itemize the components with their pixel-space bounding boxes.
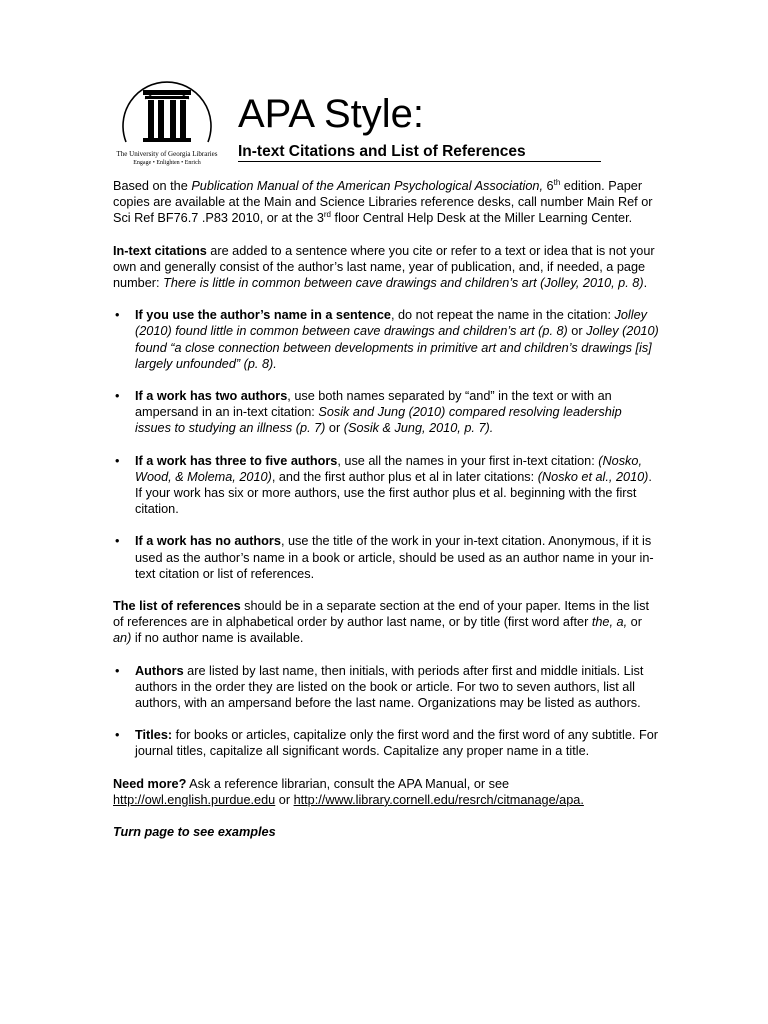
page-subtitle: In-text Citations and List of References [238, 143, 601, 162]
intext-text: . [643, 276, 648, 291]
bullet-icon: • [115, 534, 120, 549]
intro-paragraph [113, 178, 661, 227]
bullet-icon: • [115, 453, 120, 468]
rule-text: or [325, 421, 344, 436]
references-text: or [627, 615, 642, 630]
references-heading: The list of references [113, 599, 241, 614]
title-text: APA Style [238, 92, 413, 136]
title-colon: : [412, 92, 425, 136]
intro-text: edition. Paper copies are available at the Main and Science Libraries reference desks, call number Main Ref or Sci Ref BF76.7 .P83 2010, or at the 3 [113, 179, 653, 226]
rule-example: Sosik and Jung (2010) compared resolving leadership issues to studying an illness (p. 7) [135, 405, 622, 436]
references-italic: an) [113, 631, 132, 646]
references-paragraph [113, 598, 661, 647]
intext-paragraph [113, 243, 661, 292]
need-more-heading: Need more? [113, 776, 187, 791]
cornell-apa-link[interactable]: http://www.library.cornell.edu/resrch/citmanage/apa. [293, 792, 584, 807]
rule-text: for books or articles, capitalize only the first word and the first word of any subtitle. For journal titles, capitalize all significant words. Capitalize any proper name in a title. [135, 728, 659, 759]
footer-note [113, 824, 661, 840]
logo-caption: The University of Georgia Libraries [116, 150, 218, 158]
rule-text: . If your work has six or more authors, use the first author plus et al. beginning with the first citation. [135, 469, 652, 517]
intext-example: There is little in common between cave drawings and children’s art (Jolley, 2010, p. 8) [163, 276, 644, 291]
publication-title: Publication Manual of the American Psychological Association, [191, 179, 543, 193]
rule-example: (Sosik & Jung, 2010, p. 7). [343, 421, 494, 436]
logo-tagline: Engage • Enlighten • Enrich [133, 160, 201, 166]
rule-heading: If a work has no authors [135, 534, 281, 549]
uga-libraries-logo [112, 70, 222, 182]
document-body [113, 178, 661, 856]
rule-example: (Nosko et al., 2010) [537, 469, 649, 484]
intext-rules-list [113, 307, 661, 582]
need-more-paragraph [113, 776, 661, 808]
references-text: if no author name is available. [131, 631, 304, 646]
intext-text: are added to a sentence where you cite or refer to a text or idea that is not your own and generally consist of the author’s last name, year of publication, and, if needed, a page number: [113, 243, 655, 291]
references-rules-list [113, 663, 661, 760]
bullet-icon: • [115, 728, 120, 743]
rule-text: , do not repeat the name in the citation: [390, 308, 615, 323]
superscript: th [553, 177, 561, 187]
intro-text: Based on the [113, 179, 192, 193]
bullet-icon: • [115, 663, 120, 678]
rule-text: , use all the names in your first in-text citation: [337, 453, 599, 468]
rule-heading: Authors [135, 663, 184, 678]
references-text: should be in a separate section at the end of your paper. Items in the list of references are in alphabetical order by author last name, or by title (first word after [113, 599, 649, 630]
intext-heading: In-text citations [113, 243, 207, 258]
rule-text: are listed by last name, then initials, with periods after first and middle initials. List authors in the order they are listed on the book or article. For two to seven authors, list all authors, with an ampersand before the last name. Organizations may be listed as authors. [135, 663, 644, 711]
list-item [113, 663, 661, 712]
rule-heading: If you use the author’s name in a sentence [135, 308, 391, 323]
list-item [113, 453, 661, 518]
list-item [113, 727, 661, 759]
turn-page-note: Turn page to see examples [113, 825, 276, 840]
page-title [238, 94, 424, 134]
bullet-icon: • [115, 308, 120, 323]
list-item [113, 307, 661, 372]
rule-text: , use the title of the work in your in-text citation. Anonymous, if it is used as the author’s name in a book or article, should be used as an author name in your in-text citation or list of references. [135, 534, 654, 581]
intro-text: floor Central Help Desk at the Miller Learning Center. [331, 211, 633, 226]
arch-logo-icon [112, 70, 222, 150]
purdue-owl-link[interactable]: http://owl.english.purdue.edu [113, 792, 276, 807]
need-more-text: Ask a reference librarian, consult the APA Manual, or see [186, 776, 510, 791]
intro-text: 6 [543, 179, 554, 193]
rule-text: , use both names separated by “and” in the text or with an ampersand in an in-text citation: [135, 389, 612, 420]
rule-heading: If a work has two authors [135, 389, 288, 404]
rule-text: , and the first author plus et al in later citations: [271, 469, 538, 484]
superscript: rd [323, 210, 332, 220]
rule-heading: If a work has three to five authors [135, 453, 338, 468]
rule-example: (Nosko, Wood, & Molema, 2010) [135, 453, 642, 484]
rule-example: Jolley (2010) found “a close connection between developments in primitive art and children’s drawings [is] largely unfounded” (p. 8). [135, 324, 659, 371]
references-italic: the, a, [591, 615, 628, 630]
rule-example: Jolley (2010) found little in common between cave drawings and children’s art (p. 8) [135, 308, 647, 339]
need-more-text: or [275, 792, 294, 807]
bullet-icon: • [115, 389, 120, 404]
rule-text: or [567, 324, 587, 339]
rule-heading: Titles: [135, 728, 173, 743]
list-item [113, 388, 661, 437]
list-item [113, 533, 661, 582]
